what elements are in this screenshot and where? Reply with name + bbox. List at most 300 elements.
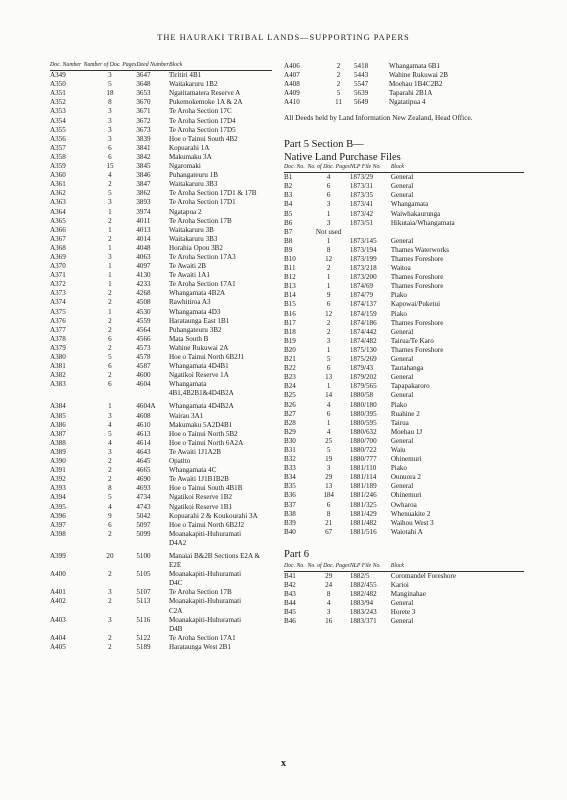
cell-doc: A385 bbox=[50, 411, 66, 420]
cell-file bbox=[136, 561, 169, 570]
table-row bbox=[284, 419, 524, 428]
cell-doc: A399 bbox=[50, 551, 66, 560]
cell-file: 4608 bbox=[136, 411, 151, 420]
cell-doc: A358 bbox=[50, 152, 66, 161]
cell-pages bbox=[84, 539, 137, 548]
cell-file: 1881/246 bbox=[349, 491, 377, 500]
cell-block: Manaiai B&2B Sections E2A & bbox=[168, 551, 260, 560]
cell-pages: 6 bbox=[326, 300, 331, 309]
table-row bbox=[284, 210, 524, 219]
table-row bbox=[284, 89, 524, 98]
cell-block: Ngatatipua 4 bbox=[389, 98, 426, 107]
cell-file: 1873/29 bbox=[349, 173, 374, 182]
cell-doc: B19 bbox=[284, 336, 296, 345]
cell-pages: 3 bbox=[326, 608, 331, 617]
cell-pages: 3 bbox=[108, 71, 112, 80]
cell-block: Piako bbox=[390, 309, 407, 318]
cell-file: 1881/189 bbox=[349, 482, 377, 491]
table-row bbox=[284, 355, 524, 364]
cell-file: 4048 bbox=[136, 243, 151, 252]
cell-pages: 29 bbox=[325, 572, 333, 580]
table-row bbox=[284, 182, 524, 191]
cell-pages: 1 bbox=[326, 282, 331, 291]
cell-block: Te Aroha Section 17A1 bbox=[168, 280, 236, 289]
cell-block: General bbox=[390, 182, 414, 191]
cell-block: Moehau 1B4C2B2 bbox=[389, 80, 443, 89]
table-row bbox=[50, 244, 272, 253]
cell-file: 4734 bbox=[136, 493, 151, 502]
cell-file: 4645 bbox=[136, 457, 151, 466]
cell-doc: B4 bbox=[284, 200, 293, 209]
cell-pages: 2 bbox=[326, 327, 331, 336]
table-row bbox=[284, 273, 524, 282]
cell-file: 4578 bbox=[136, 353, 151, 361]
cell-block: Tiritiri 4B1 bbox=[168, 71, 202, 80]
table-row bbox=[50, 457, 272, 466]
part6-body bbox=[284, 572, 524, 627]
table-row bbox=[50, 616, 272, 625]
cell-file: 1874/442 bbox=[349, 327, 377, 336]
cell-file: 5113 bbox=[136, 597, 151, 606]
table-row bbox=[284, 80, 524, 89]
cell-file: 4604A bbox=[136, 402, 156, 411]
cell-doc: A361 bbox=[50, 180, 66, 189]
cell-pages: 2 bbox=[108, 466, 112, 475]
cell-pages: 13 bbox=[325, 482, 333, 491]
cell-file: 3648 bbox=[136, 80, 151, 89]
cell-doc: A373 bbox=[50, 289, 66, 298]
cell-file: 1875/130 bbox=[349, 345, 377, 354]
cell-file: 3841 bbox=[136, 143, 151, 152]
cell-file: 3846 bbox=[136, 171, 151, 180]
cell-doc: B15 bbox=[284, 300, 296, 309]
table-row bbox=[50, 625, 272, 634]
table-row bbox=[284, 401, 524, 410]
cell-file bbox=[136, 625, 169, 634]
cell-block: Te Awaiti 1J1B1B2B bbox=[168, 475, 229, 484]
table-row bbox=[50, 548, 272, 561]
cell-doc: A353 bbox=[50, 107, 66, 116]
cell-file: 1875/269 bbox=[349, 355, 377, 364]
cell-block: Ohinemuri bbox=[390, 455, 422, 464]
cell-block: Opatito bbox=[168, 457, 191, 466]
cell-pages: 1 bbox=[326, 273, 331, 282]
table-row bbox=[284, 300, 524, 309]
table-row bbox=[284, 455, 524, 464]
table-row bbox=[50, 226, 272, 235]
cell-file bbox=[350, 228, 391, 237]
cell-pages: 3 bbox=[108, 107, 112, 116]
cell-pages: 11 bbox=[335, 98, 342, 107]
cell-file: 1873/194 bbox=[349, 245, 377, 254]
cell-pages bbox=[84, 625, 137, 634]
cell-file: 1874/159 bbox=[349, 309, 377, 318]
cell-doc: A364 bbox=[50, 207, 66, 216]
cell-pages: 2 bbox=[108, 298, 112, 307]
cell-doc: B27 bbox=[284, 409, 296, 418]
cell-pages: 2 bbox=[108, 325, 112, 334]
cell-block: Ruahine 2 bbox=[390, 409, 420, 418]
cell-block: Thames Foreshore bbox=[390, 345, 444, 354]
cell-file: 1883/94 bbox=[349, 599, 374, 608]
cell-doc: B22 bbox=[284, 364, 296, 373]
table-row bbox=[50, 634, 272, 643]
deeds-left-body bbox=[50, 71, 272, 652]
cell-pages: 1 bbox=[108, 280, 112, 289]
cell-doc: B26 bbox=[284, 400, 296, 409]
table-row bbox=[284, 282, 524, 291]
cell-pages: 1 bbox=[326, 236, 331, 245]
cell-pages: 8 bbox=[326, 590, 331, 599]
cell-block: C2A bbox=[168, 606, 183, 615]
cell-block: Ngaromaki bbox=[168, 162, 201, 171]
cell-pages: 15 bbox=[106, 162, 114, 171]
cell-block: Te Aroha Section 17D1 bbox=[168, 198, 236, 207]
cell-doc bbox=[50, 607, 84, 616]
cell-file: 1880/722 bbox=[349, 445, 377, 454]
table-row bbox=[50, 144, 272, 153]
cell-file: 1880/595 bbox=[349, 418, 377, 427]
cell-doc: A354 bbox=[50, 116, 66, 125]
cell-pages: 9 bbox=[108, 511, 112, 520]
cell-block: Pukemokemoke 1A & 2A bbox=[168, 98, 243, 107]
deeds-right-body bbox=[284, 62, 524, 107]
table-row bbox=[50, 512, 272, 521]
cell-block: Te Awaiti 1A1 bbox=[168, 271, 210, 280]
cell-file: 3974 bbox=[136, 207, 151, 216]
table-row bbox=[50, 439, 272, 448]
table-row bbox=[284, 482, 524, 491]
table-row bbox=[50, 530, 272, 539]
cell-file: 1882/455 bbox=[349, 581, 377, 590]
cell-file: 1873/41 bbox=[349, 200, 374, 209]
table-row bbox=[284, 264, 524, 273]
cell-doc: B18 bbox=[284, 327, 296, 336]
cell-block: Waiotahi A bbox=[390, 527, 423, 536]
cell-doc: A362 bbox=[50, 189, 66, 198]
cell-doc: B25 bbox=[284, 391, 296, 400]
cell-pages: 3 bbox=[326, 336, 331, 345]
cell-doc: A410 bbox=[284, 98, 300, 107]
cell-doc: B8 bbox=[284, 236, 293, 245]
table-row bbox=[284, 310, 524, 319]
col-header-block: Block bbox=[391, 164, 524, 173]
cell-file: 1873/35 bbox=[349, 191, 374, 200]
table-row bbox=[50, 98, 272, 107]
cell-pages: 25 bbox=[325, 436, 333, 445]
cell-doc: A378 bbox=[50, 334, 66, 343]
cell-block: Ohinemuri bbox=[390, 491, 422, 500]
cell-doc: A371 bbox=[50, 271, 66, 280]
cell-pages bbox=[84, 579, 137, 588]
cell-doc: A384 bbox=[50, 402, 66, 411]
cell-file: 4130 bbox=[136, 271, 151, 280]
cell-pages: 5 bbox=[108, 189, 112, 198]
cell-file: 4011 bbox=[136, 216, 151, 225]
cell-doc: A389 bbox=[50, 447, 66, 456]
cell-block: Thames Waterworks bbox=[390, 245, 450, 254]
table-row bbox=[284, 491, 524, 500]
cell-pages: 184 bbox=[323, 491, 334, 500]
cell-pages: 18 bbox=[106, 89, 114, 98]
cell-pages: 6 bbox=[326, 182, 331, 191]
cell-pages: 9 bbox=[326, 291, 331, 300]
cell-doc: B3 bbox=[284, 191, 293, 200]
cell-pages: 3 bbox=[108, 411, 112, 420]
cell-file: 5105 bbox=[136, 570, 151, 579]
cell-file: 4508 bbox=[136, 298, 151, 307]
cell-doc: A382 bbox=[50, 371, 66, 380]
table-row bbox=[284, 237, 524, 246]
cell-block: Moehau 1J bbox=[390, 427, 423, 436]
cell-pages bbox=[84, 607, 137, 616]
cell-block: Whangamata 4C bbox=[168, 466, 217, 475]
cell-pages: 2 bbox=[108, 343, 112, 352]
table-row bbox=[284, 191, 524, 200]
cell-pages: 2 bbox=[108, 180, 112, 189]
table-row bbox=[284, 98, 524, 107]
table-row bbox=[284, 228, 524, 237]
cell-block: Hoe o Tainui North 6B2J1 bbox=[168, 353, 245, 361]
cell-block: Te Aroha Section 17B bbox=[168, 588, 232, 597]
cell-pages: 19 bbox=[325, 455, 333, 464]
cell-pages: 3 bbox=[108, 447, 112, 456]
table-row bbox=[50, 412, 272, 421]
cell-file: 4600 bbox=[136, 371, 151, 380]
col-header-doc: Doc. No. bbox=[284, 563, 307, 572]
cell-pages: 1 bbox=[326, 209, 331, 218]
table-row bbox=[284, 373, 524, 382]
cell-block: Tapapakaroro bbox=[390, 382, 430, 391]
cell-pages: 16 bbox=[325, 617, 333, 626]
cell-file: 4643 bbox=[136, 447, 151, 456]
cell-block: Te Aroha Section 17D1 & 17B bbox=[168, 189, 257, 198]
cell-block: General bbox=[390, 617, 414, 626]
cell-doc: B46 bbox=[284, 617, 296, 626]
cell-file: 5099 bbox=[136, 529, 151, 538]
cell-doc: B21 bbox=[284, 355, 296, 364]
table-row bbox=[284, 291, 524, 300]
cell-file: 4614 bbox=[136, 438, 151, 447]
cell-doc: A395 bbox=[50, 502, 66, 511]
cell-doc: A403 bbox=[50, 615, 66, 624]
cell-doc: B38 bbox=[284, 509, 296, 518]
table-row bbox=[50, 607, 272, 616]
cell-pages: 24 bbox=[325, 581, 333, 590]
cell-pages: 6 bbox=[326, 409, 331, 418]
table-row bbox=[50, 89, 272, 98]
cell-pages: 6 bbox=[326, 364, 331, 373]
cell-doc: B13 bbox=[284, 282, 296, 291]
table-row bbox=[284, 328, 524, 337]
cell-block: D4C bbox=[168, 579, 183, 588]
table-row bbox=[284, 581, 524, 590]
cell-file: 3647 bbox=[136, 71, 151, 80]
cell-block: Owharoa bbox=[390, 500, 417, 509]
cell-block: Moanakapiti-Huhuramati bbox=[168, 615, 242, 624]
cell-file: 1881/429 bbox=[349, 509, 377, 518]
cell-block: Whangamata 4D4B2A bbox=[168, 402, 234, 411]
cell-doc: B42 bbox=[284, 581, 296, 590]
cell-pages: 4 bbox=[326, 427, 331, 436]
cell-doc: B10 bbox=[284, 255, 296, 263]
part6-title: Part 6 bbox=[284, 548, 310, 560]
cell-pages: 2 bbox=[108, 289, 112, 298]
cell-block: Waitakaruru 1B2 bbox=[168, 80, 218, 89]
cell-block: Mata South B bbox=[168, 334, 209, 343]
cell-file: 1874/137 bbox=[349, 300, 377, 309]
cell-doc: A383 bbox=[50, 380, 66, 389]
cell-block: Tairua/Te Karo bbox=[390, 336, 434, 345]
table-row bbox=[50, 117, 272, 126]
table-row bbox=[50, 253, 272, 262]
cell-file: 5649 bbox=[354, 98, 369, 107]
cell-file: 1874/186 bbox=[349, 318, 377, 327]
cell-block: Hoe o Tainui North 6B2J2 bbox=[168, 520, 245, 529]
cell-doc: A356 bbox=[50, 134, 66, 143]
cell-pages: 8 bbox=[108, 484, 112, 493]
cell-block: Piako bbox=[390, 464, 407, 473]
cell-pages: 5 bbox=[336, 89, 341, 98]
cell-block: Wairau 3A1 bbox=[168, 411, 204, 420]
cell-block: Waitakaruru 3B3 bbox=[168, 180, 218, 189]
cell-pages: 5 bbox=[108, 429, 112, 438]
cell-file: 1879/202 bbox=[349, 373, 377, 382]
cell-doc: A379 bbox=[50, 343, 66, 352]
table-row bbox=[284, 346, 524, 355]
table-row bbox=[284, 464, 524, 473]
cell-file: 5639 bbox=[354, 89, 369, 98]
table-row bbox=[50, 484, 272, 493]
table-row bbox=[50, 298, 272, 307]
cell-doc: A391 bbox=[50, 466, 66, 475]
cell-pages: 1 bbox=[326, 382, 331, 391]
table-row bbox=[284, 410, 524, 419]
table-row bbox=[50, 588, 272, 597]
cell-pages: 2 bbox=[326, 318, 331, 327]
cell-pages: 21 bbox=[325, 518, 333, 527]
cell-pages: 5 bbox=[108, 493, 112, 502]
cell-file: 1873/31 bbox=[349, 182, 374, 191]
cell-file: 1874/79 bbox=[349, 291, 374, 300]
table-row bbox=[50, 317, 272, 326]
cell-block: Puhangateuru 3B2 bbox=[168, 325, 222, 334]
cell-block: Whangamata bbox=[390, 200, 429, 209]
table-row bbox=[50, 80, 272, 89]
cell-doc bbox=[50, 625, 84, 634]
table-row bbox=[50, 235, 272, 244]
cell-pages: 4 bbox=[108, 171, 112, 180]
cell-file: 3839 bbox=[136, 134, 151, 143]
cell-pages: 67 bbox=[325, 527, 333, 536]
cell-pages: 1 bbox=[326, 345, 331, 354]
cell-pages: 1 bbox=[108, 262, 112, 271]
deeds-table-right bbox=[284, 62, 524, 107]
table-row bbox=[50, 280, 272, 289]
cell-file: 1881/482 bbox=[349, 518, 377, 527]
cell-pages: 2 bbox=[108, 216, 112, 225]
cell-block: Whenuakite 2 bbox=[390, 509, 431, 518]
cell-doc: B44 bbox=[284, 599, 296, 608]
cell-doc: B12 bbox=[284, 273, 296, 282]
table-row bbox=[50, 362, 272, 371]
table-row bbox=[284, 501, 524, 510]
cell-block: Harataunga West 2B1 bbox=[168, 642, 231, 651]
cell-file: 1883/371 bbox=[349, 617, 377, 626]
cell-doc bbox=[50, 561, 84, 570]
cell-doc: B33 bbox=[284, 464, 296, 473]
cell-file: 4613 bbox=[136, 429, 151, 438]
cell-doc: A401 bbox=[50, 588, 66, 597]
cell-doc: B34 bbox=[284, 473, 296, 482]
cell-file: 1880/58 bbox=[349, 391, 374, 400]
cell-doc: A404 bbox=[50, 633, 66, 642]
cell-pages: 1 bbox=[108, 271, 112, 280]
cell-block: Te Awaiti 1J1A2B bbox=[168, 447, 222, 456]
cell-block: Moanakapiti-Huhuramati bbox=[168, 570, 242, 579]
cell-doc: A350 bbox=[50, 80, 66, 89]
cell-block: Te Aroha Section 17C bbox=[168, 107, 232, 116]
cell-file: 5443 bbox=[354, 71, 369, 80]
table-row bbox=[50, 153, 272, 162]
table-row bbox=[50, 189, 272, 198]
cell-pages: 3 bbox=[108, 134, 112, 143]
cell-doc: A359 bbox=[50, 162, 66, 171]
cell-block: Ngatikoi Reserve 1A bbox=[168, 371, 229, 380]
cell-file: 3847 bbox=[136, 180, 151, 189]
cell-block: General bbox=[390, 482, 414, 491]
cell-pages: 6 bbox=[108, 152, 112, 161]
cell-pages: 4 bbox=[108, 438, 112, 447]
cell-block: Makumaku 5A2D4B1 bbox=[168, 420, 233, 429]
cell-block: General bbox=[390, 599, 414, 608]
table-row bbox=[50, 597, 272, 606]
col-header-pages: No. of Doc. Pages bbox=[307, 563, 349, 572]
table-row bbox=[50, 475, 272, 484]
cell-block: Moanakapiti-Huhuramati bbox=[168, 597, 242, 606]
cell-pages: 13 bbox=[325, 373, 333, 382]
cell-pages: 6 bbox=[108, 362, 112, 371]
col-header-pages: No. of Doc. Pages bbox=[307, 164, 349, 173]
cell-pages: 3 bbox=[108, 125, 112, 134]
table-row bbox=[50, 180, 272, 189]
table-row bbox=[284, 200, 524, 209]
table-row bbox=[50, 353, 272, 362]
cell-doc: B36 bbox=[284, 491, 296, 500]
cell-doc: A367 bbox=[50, 234, 66, 243]
cell-doc: A363 bbox=[50, 198, 66, 207]
cell-pages: 2 bbox=[108, 234, 112, 243]
cell-pages: 3 bbox=[108, 198, 112, 207]
cell-doc: A365 bbox=[50, 216, 66, 225]
cell-block: Waitakaruru 3B bbox=[168, 225, 214, 234]
table-row bbox=[284, 62, 524, 71]
cell-file: 4268 bbox=[136, 289, 151, 298]
cell-file: 1881/325 bbox=[349, 500, 377, 509]
cell-doc: A368 bbox=[50, 243, 66, 252]
cell-doc: A393 bbox=[50, 484, 66, 493]
cell-file: 4063 bbox=[136, 252, 151, 261]
cell-doc: A390 bbox=[50, 457, 66, 466]
table-row bbox=[284, 528, 524, 537]
cell-pages bbox=[84, 389, 137, 398]
part6-table bbox=[284, 563, 524, 627]
cell-doc: B1 bbox=[284, 173, 293, 182]
cell-file: 1879/565 bbox=[349, 382, 377, 391]
table-row bbox=[50, 380, 272, 389]
cell-file: 3653 bbox=[136, 89, 151, 98]
cell-pages: 2 bbox=[336, 71, 341, 80]
